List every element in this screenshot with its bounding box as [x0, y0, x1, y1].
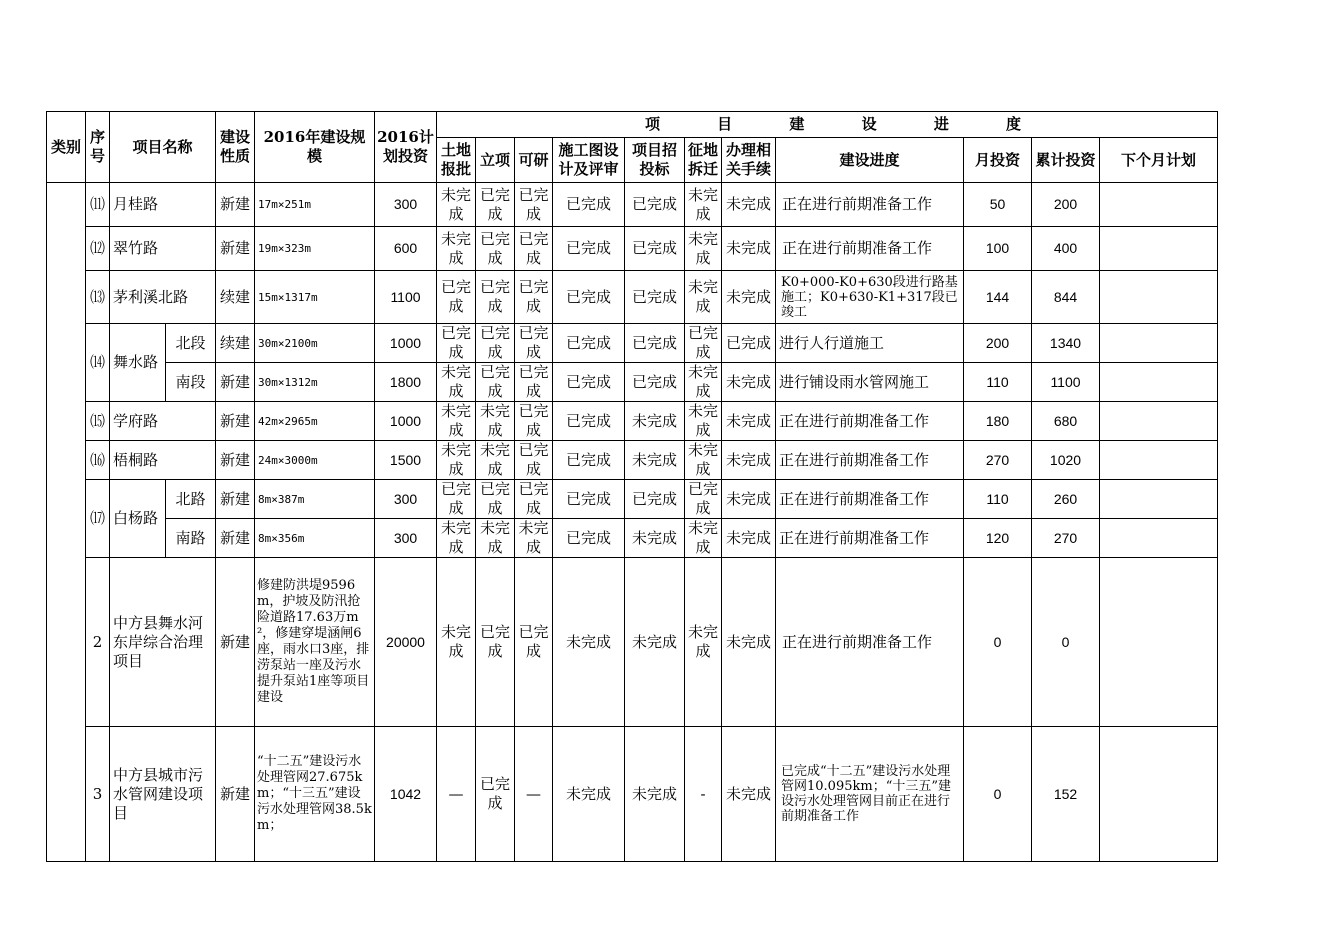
next-plan-cell — [1100, 480, 1218, 519]
demolition-cell: 未完成 — [685, 402, 722, 441]
scale-cell: 修建防洪堤9596m，护坡及防汛抢险道路17.63万m²，修建穿堤涵闸6座，雨水口3座，排涝泵站一座及污水提升泵站1座等项目建设 — [255, 558, 375, 727]
table-row — [47, 519, 1218, 558]
cum-invest-cell: 1020 — [1032, 441, 1100, 480]
plan-cell: 1800 — [375, 363, 437, 402]
nature-cell: 新建 — [216, 727, 255, 862]
nature-cell: 新建 — [216, 363, 255, 402]
plan-cell: 20000 — [375, 558, 437, 727]
design-cell: 已完成 — [553, 441, 625, 480]
status-cell: 正在进行前期准备工作 — [776, 227, 964, 271]
next-plan-cell — [1100, 558, 1218, 727]
approval-cell: 已完成 — [476, 271, 515, 324]
seq-cell: ⒁ — [86, 324, 110, 402]
next-plan-cell — [1100, 324, 1218, 363]
design-cell: 已完成 — [553, 363, 625, 402]
header-next-plan: 下个月计划 — [1100, 138, 1218, 183]
status-cell: 正在进行前期准备工作 — [776, 558, 964, 727]
plan-cell: 300 — [375, 183, 437, 227]
design-cell: 已完成 — [553, 480, 625, 519]
approval-cell: 已完成 — [476, 363, 515, 402]
category-cell — [47, 183, 86, 862]
procedures-cell: 未完成 — [722, 402, 776, 441]
month-invest-cell: 50 — [964, 183, 1032, 227]
header-plan-invest: 2016计划投资 — [375, 112, 437, 183]
nature-cell: 新建 — [216, 480, 255, 519]
approval-cell: 已完成 — [476, 227, 515, 271]
project-name-cell: 学府路 — [110, 402, 216, 441]
bidding-cell: 未完成 — [625, 727, 685, 862]
land-cell: 未完成 — [437, 227, 476, 271]
month-invest-cell: 270 — [964, 441, 1032, 480]
feasibility-cell: 已完成 — [515, 271, 553, 324]
design-cell: 已完成 — [553, 227, 625, 271]
project-name-cell: 梧桐路 — [110, 441, 216, 480]
project-name-cell: 中方县舞水河东岸综合治理项目 — [110, 558, 216, 727]
bidding-cell: 已完成 — [625, 324, 685, 363]
month-invest-cell: 0 — [964, 727, 1032, 862]
land-cell: 未完成 — [437, 519, 476, 558]
table-row — [47, 402, 1218, 441]
design-cell: 已完成 — [553, 519, 625, 558]
table-row — [47, 480, 1218, 519]
month-invest-cell: 144 — [964, 271, 1032, 324]
cum-invest-cell: 0 — [1032, 558, 1100, 727]
design-cell: 未完成 — [553, 727, 625, 862]
plan-cell: 300 — [375, 480, 437, 519]
next-plan-cell — [1100, 441, 1218, 480]
table-row — [47, 324, 1218, 363]
table-row — [47, 227, 1218, 271]
cum-invest-cell: 260 — [1032, 480, 1100, 519]
land-cell: — — [437, 727, 476, 862]
design-cell: 已完成 — [553, 183, 625, 227]
scale-cell: 8m×356m — [255, 519, 375, 558]
feasibility-cell: 已完成 — [515, 183, 553, 227]
month-invest-cell: 180 — [964, 402, 1032, 441]
plan-cell: 1042 — [375, 727, 437, 862]
plan-cell: 1000 — [375, 402, 437, 441]
demolition-cell: 未完成 — [685, 519, 722, 558]
nature-cell: 新建 — [216, 558, 255, 727]
scale-cell: 42m×2965m — [255, 402, 375, 441]
month-invest-cell: 100 — [964, 227, 1032, 271]
bidding-cell: 未完成 — [625, 558, 685, 727]
sub-section-cell: 南段 — [166, 363, 216, 402]
land-cell: 已完成 — [437, 480, 476, 519]
month-invest-cell: 110 — [964, 480, 1032, 519]
status-cell: K0+000-K0+630段进行路基施工；K0+630-K1+317段已竣工 — [776, 271, 964, 324]
header-design: 施工图设计及评审 — [553, 138, 625, 183]
scale-cell: 30m×2100m — [255, 324, 375, 363]
approval-cell: 已完成 — [476, 727, 515, 862]
feasibility-cell: 已完成 — [515, 480, 553, 519]
status-cell: 正在进行前期准备工作 — [776, 519, 964, 558]
procedures-cell: 已完成 — [722, 324, 776, 363]
bidding-cell: 未完成 — [625, 519, 685, 558]
cum-invest-cell: 680 — [1032, 402, 1100, 441]
seq-cell: ⑾ — [86, 183, 110, 227]
bidding-cell: 已完成 — [625, 227, 685, 271]
approval-cell: 未完成 — [476, 441, 515, 480]
sub-section-cell: 南路 — [166, 519, 216, 558]
feasibility-cell: 已完成 — [515, 363, 553, 402]
table-row — [47, 271, 1218, 324]
plan-cell: 1100 — [375, 271, 437, 324]
procedures-cell: 未完成 — [722, 480, 776, 519]
scale-cell: 17m×251m — [255, 183, 375, 227]
header-land: 土地报批 — [437, 138, 476, 183]
cum-invest-cell: 844 — [1032, 271, 1100, 324]
status-cell: 进行铺设雨水管网施工 — [776, 363, 964, 402]
project-progress-table — [46, 111, 1218, 862]
design-cell: 已完成 — [553, 324, 625, 363]
feasibility-cell: 已完成 — [515, 441, 553, 480]
table-row — [47, 363, 1218, 402]
next-plan-cell — [1100, 402, 1218, 441]
approval-cell: 已完成 — [476, 183, 515, 227]
procedures-cell: 未完成 — [722, 727, 776, 862]
nature-cell: 新建 — [216, 402, 255, 441]
bidding-cell: 已完成 — [625, 183, 685, 227]
seq-cell: ⒄ — [86, 480, 110, 558]
nature-cell: 新建 — [216, 227, 255, 271]
header-approval: 立项 — [476, 138, 515, 183]
status-cell: 正在进行前期准备工作 — [776, 183, 964, 227]
design-cell: 已完成 — [553, 402, 625, 441]
status-cell: 正在进行前期准备工作 — [776, 480, 964, 519]
project-name-cell: 中方县城市污水管网建设项目 — [110, 727, 216, 862]
cum-invest-cell: 1340 — [1032, 324, 1100, 363]
header-status: 建设进度 — [776, 138, 964, 183]
next-plan-cell — [1100, 363, 1218, 402]
cum-invest-cell: 152 — [1032, 727, 1100, 862]
demolition-cell: 未完成 — [685, 441, 722, 480]
demolition-cell: 未完成 — [685, 363, 722, 402]
scale-cell: “十二五”建设污水处理管网27.675km；“十三五”建设污水处理管网38.5km； — [255, 727, 375, 862]
approval-cell: 未完成 — [476, 519, 515, 558]
land-cell: 已完成 — [437, 324, 476, 363]
bidding-cell: 未完成 — [625, 402, 685, 441]
demolition-cell: - — [685, 727, 722, 862]
design-cell: 已完成 — [553, 271, 625, 324]
plan-cell: 1000 — [375, 324, 437, 363]
next-plan-cell — [1100, 271, 1218, 324]
status-cell: 进行人行道施工 — [776, 324, 964, 363]
demolition-cell: 已完成 — [685, 480, 722, 519]
nature-cell: 新建 — [216, 441, 255, 480]
approval-cell: 已完成 — [476, 324, 515, 363]
next-plan-cell — [1100, 727, 1218, 862]
cum-invest-cell: 270 — [1032, 519, 1100, 558]
scale-cell: 24m×3000m — [255, 441, 375, 480]
next-plan-cell — [1100, 519, 1218, 558]
land-cell: 未完成 — [437, 558, 476, 727]
nature-cell: 续建 — [216, 271, 255, 324]
month-invest-cell: 0 — [964, 558, 1032, 727]
feasibility-cell: 已完成 — [515, 324, 553, 363]
header-feasibility: 可研 — [515, 138, 553, 183]
nature-cell: 新建 — [216, 183, 255, 227]
land-cell: 未完成 — [437, 363, 476, 402]
cum-invest-cell: 200 — [1032, 183, 1100, 227]
demolition-cell: 未完成 — [685, 183, 722, 227]
table-row — [47, 558, 1218, 727]
month-invest-cell: 200 — [964, 324, 1032, 363]
project-name-cell: 月桂路 — [110, 183, 216, 227]
header-demolition: 征地拆迁 — [685, 138, 722, 183]
feasibility-cell: 已完成 — [515, 558, 553, 727]
cum-invest-cell: 400 — [1032, 227, 1100, 271]
status-cell: 正在进行前期准备工作 — [776, 441, 964, 480]
seq-cell: ⑿ — [86, 227, 110, 271]
procedures-cell: 未完成 — [722, 183, 776, 227]
seq-cell: ⒀ — [86, 271, 110, 324]
header-month-invest: 月投资 — [964, 138, 1032, 183]
next-plan-cell — [1100, 183, 1218, 227]
scale-cell: 30m×1312m — [255, 363, 375, 402]
header-scale: 2016年建设规模 — [255, 112, 375, 183]
procedures-cell: 未完成 — [722, 227, 776, 271]
plan-cell: 600 — [375, 227, 437, 271]
next-plan-cell — [1100, 227, 1218, 271]
project-name-cell: 舞水路 — [110, 324, 166, 402]
feasibility-cell: 未完成 — [515, 519, 553, 558]
project-name-cell: 茅利溪北路 — [110, 271, 216, 324]
cum-invest-cell: 1100 — [1032, 363, 1100, 402]
demolition-cell: 未完成 — [685, 227, 722, 271]
header-cum-invest: 累计投资 — [1032, 138, 1100, 183]
project-name-cell: 翠竹路 — [110, 227, 216, 271]
bidding-cell: 已完成 — [625, 271, 685, 324]
sub-section-cell: 北段 — [166, 324, 216, 363]
bidding-cell: 未完成 — [625, 441, 685, 480]
scale-cell: 15m×1317m — [255, 271, 375, 324]
land-cell: 已完成 — [437, 271, 476, 324]
seq-cell: 2 — [86, 558, 110, 727]
demolition-cell: 未完成 — [685, 271, 722, 324]
header-category: 类别 — [47, 112, 86, 183]
nature-cell: 续建 — [216, 324, 255, 363]
design-cell: 未完成 — [553, 558, 625, 727]
header-bidding: 项目招投标 — [625, 138, 685, 183]
header-procedures: 办理相关手续 — [722, 138, 776, 183]
project-name-cell: 白杨路 — [110, 480, 166, 558]
demolition-cell: 未完成 — [685, 558, 722, 727]
status-cell: 正在进行前期准备工作 — [776, 402, 964, 441]
procedures-cell: 未完成 — [722, 363, 776, 402]
demolition-cell: 已完成 — [685, 324, 722, 363]
table-row — [47, 441, 1218, 480]
header-nature: 建设性质 — [216, 112, 255, 183]
table-row — [47, 727, 1218, 862]
plan-cell: 300 — [375, 519, 437, 558]
land-cell: 未完成 — [437, 183, 476, 227]
procedures-cell: 未完成 — [722, 558, 776, 727]
feasibility-cell: 已完成 — [515, 402, 553, 441]
header-project-name: 项目名称 — [110, 112, 216, 183]
plan-cell: 1500 — [375, 441, 437, 480]
status-cell: 已完成“十二五”建设污水处理管网10.095km；“十三五”建设污水处理管网目前正在进行前期准备工作 — [776, 727, 964, 862]
seq-cell: 3 — [86, 727, 110, 862]
sub-section-cell: 北路 — [166, 480, 216, 519]
procedures-cell: 未完成 — [722, 441, 776, 480]
approval-cell: 未完成 — [476, 402, 515, 441]
seq-cell: ⒃ — [86, 441, 110, 480]
approval-cell: 已完成 — [476, 558, 515, 727]
seq-cell: ⒂ — [86, 402, 110, 441]
bidding-cell: 已完成 — [625, 480, 685, 519]
month-invest-cell: 120 — [964, 519, 1032, 558]
table-row — [47, 183, 1218, 227]
header-progress-group: 项 目 建 设 进 度 — [437, 112, 1218, 138]
feasibility-cell: 已完成 — [515, 227, 553, 271]
header-seq: 序号 — [86, 112, 110, 183]
procedures-cell: 未完成 — [722, 271, 776, 324]
scale-cell: 8m×387m — [255, 480, 375, 519]
approval-cell: 已完成 — [476, 480, 515, 519]
feasibility-cell: — — [515, 727, 553, 862]
land-cell: 未完成 — [437, 402, 476, 441]
bidding-cell: 已完成 — [625, 363, 685, 402]
month-invest-cell: 110 — [964, 363, 1032, 402]
nature-cell: 新建 — [216, 519, 255, 558]
procedures-cell: 未完成 — [722, 519, 776, 558]
scale-cell: 19m×323m — [255, 227, 375, 271]
land-cell: 未完成 — [437, 441, 476, 480]
